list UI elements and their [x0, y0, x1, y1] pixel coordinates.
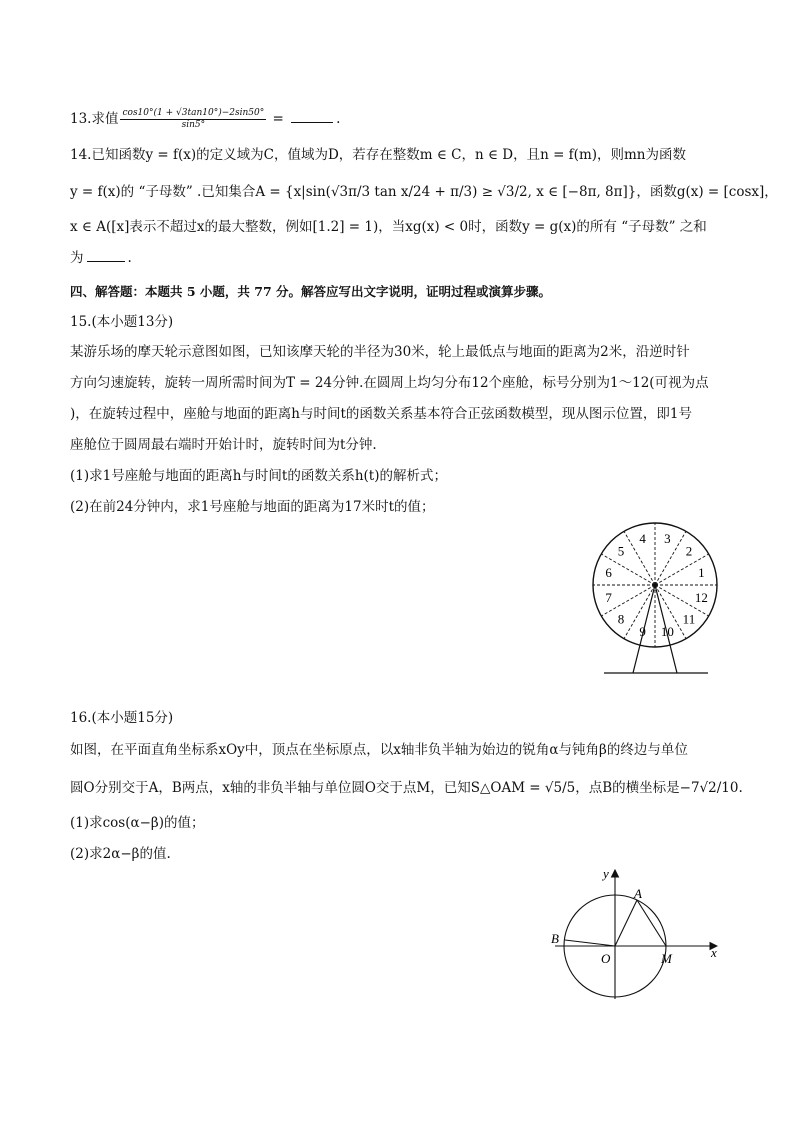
- label-A: A: [634, 886, 642, 901]
- seat-label: 8: [617, 611, 625, 627]
- segment-AM: [637, 900, 666, 946]
- label-x: x: [711, 945, 717, 960]
- q16-p2: 圆O分别交于A，B两点，x轴的非负半轴与单位圆O交于点M，已知S△OAM = √5/5，点B的横坐标是−7√2/10.: [70, 780, 743, 796]
- q14-line4-prefix: 为: [70, 250, 84, 266]
- q15-header: 15.(本小题13分): [70, 314, 174, 330]
- seat-label: 7: [605, 589, 612, 605]
- seat-label: 1: [698, 565, 705, 581]
- q13-prefix: 13.求值: [70, 111, 119, 127]
- segment-OA: [615, 900, 637, 946]
- q16-sub1: (1)求cos(α−β)的值；: [70, 815, 205, 831]
- label-B: B: [551, 931, 559, 946]
- ferris-wheel-figure: [590, 518, 725, 678]
- q13-denominator: sin5°: [181, 120, 206, 130]
- q15-p4: 座舱位于圆周最右端时开始计时，旋转时间为t分钟.: [70, 437, 377, 453]
- label-M: M: [661, 951, 672, 966]
- seat-label: 12: [694, 589, 708, 605]
- q14-answer-blank: [87, 261, 125, 262]
- q13-answer-blank: [291, 122, 333, 123]
- seat-label: 5: [617, 543, 625, 559]
- q13-end: .: [336, 111, 341, 127]
- seat-label: 6: [605, 565, 612, 581]
- q13-numerator: cos10°(1 + √3tan10°)−2sin50°: [122, 108, 265, 118]
- q14-line4: [70, 249, 132, 267]
- seat-label: 2: [685, 543, 693, 559]
- seat-label: 10: [660, 623, 674, 639]
- q14-line4-suffix: .: [127, 250, 132, 266]
- q14-line2: y = f(x)的 “子母数” .已知集合A = {x|sin(√3π/3 tan x/24 + π/3) ≥ √3/2, x ∈ [−8π, 8π]}，函数g(x) = [cosx]，: [70, 184, 778, 200]
- q13-equals: =: [272, 111, 284, 127]
- seat-label: 4: [639, 531, 646, 547]
- q15-sub2: (2)在前24分钟内，求1号座舱与地面的距离为17米时t的值；: [70, 499, 435, 515]
- label-O: O: [601, 951, 611, 966]
- q13-line: [70, 108, 340, 131]
- q13-fraction: [120, 108, 266, 131]
- label-y: y: [603, 866, 609, 881]
- seat-label: 3: [664, 531, 671, 547]
- q15-p1: 某游乐场的摩天轮示意图如图，已知该摩天轮的半径为30米，轮上最低点与地面的距离为2米，沿逆时针: [70, 344, 690, 360]
- q16-header: 16.(本小题15分): [70, 710, 174, 726]
- segment-OB: [565, 940, 615, 946]
- section-four-heading: 四、解答题：本题共 5 小题，共 77 分。解答应写出文字说明，证明过程或演算步骤。: [70, 284, 552, 299]
- seat-label: 11: [682, 611, 696, 627]
- q14-line1: 14.已知函数y = f(x)的定义域为C，值域为D，若存在整数m ∈ C，n ∈ D，且n = f(m)，则mn为函数: [70, 147, 687, 163]
- seat-label: 9: [639, 623, 646, 639]
- unit-circle-figure: [545, 862, 730, 1002]
- q15-p3: )，在旋转过程中，座舱与地面的距离h与时间t的函数关系基本符合正弦函数模型，现从图示位置，即1号: [70, 406, 692, 422]
- q14-line3: x ∈ A([x]表示不超过x的最大整数，例如[1.2] = 1)，当xg(x) < 0时，函数y = g(x)的所有 “子母数” 之和: [70, 219, 707, 235]
- q16-p1: 如图，在平面直角坐标系xOy中，顶点在坐标原点，以x轴非负半轴为始边的锐角α与钝角β的终边与单位: [70, 742, 688, 758]
- q15-sub1: (1)求1号座舱与地面的距离h与时间t的函数关系h(t)的解析式；: [70, 468, 447, 484]
- q15-p2: 方向匀速旋转，旋转一周所需时间为T = 24分钟.在圆周上均匀分布12个座舱，标号分别为1～12(可视为点: [70, 375, 709, 391]
- q16-sub2: (2)求2α−β的值.: [70, 846, 171, 862]
